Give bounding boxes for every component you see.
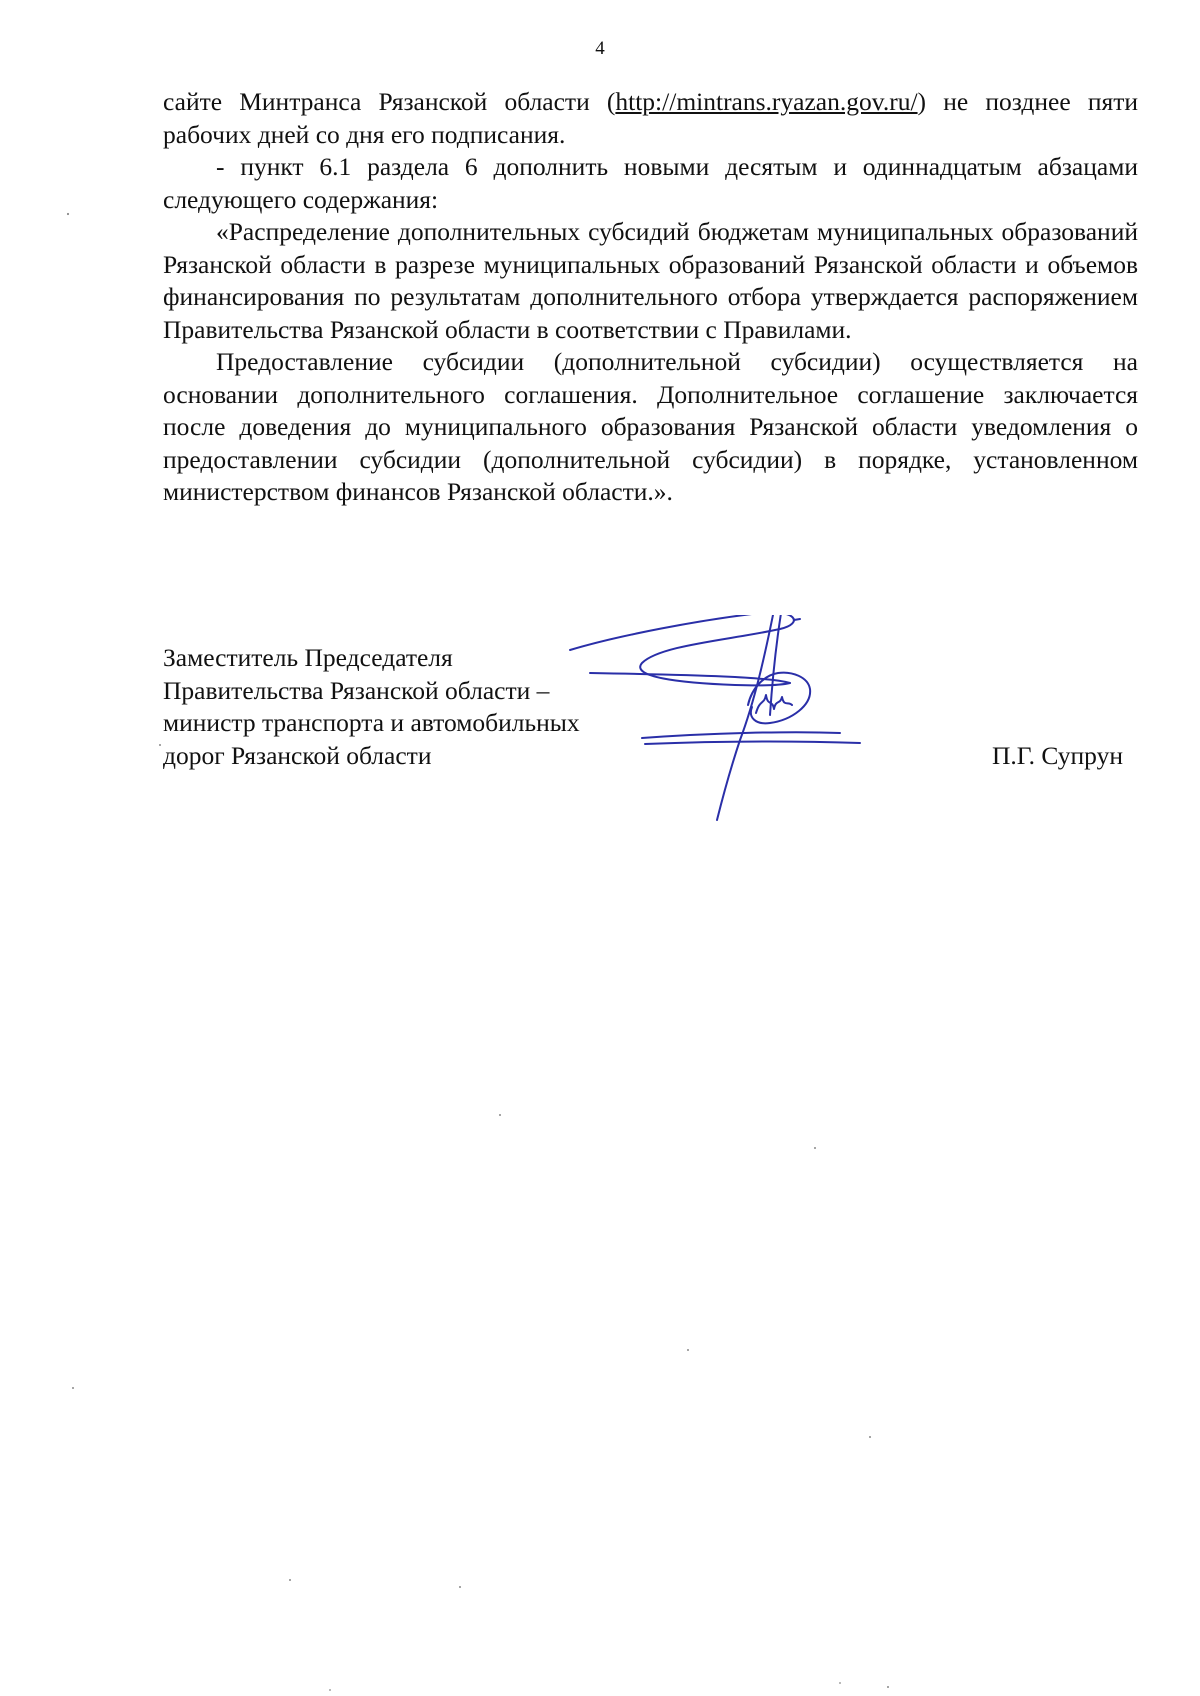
signatory-position-line: Правительства Рязанской области – [163,675,550,705]
document-body [163,86,1138,509]
paragraph-text: ) не позднее пяти рабочих дней со дня его подписания. [163,87,1138,149]
paragraph-text: сайте Минтранса Рязанской области ( [163,87,616,116]
paragraph-distribution: «Распределение дополнительных субсидий бюджетам муниципальных образований Рязанской области в разрезе муниципальных образований Рязанской области и объемов финансирования по результатам дополнительного отбора утверждается распоряжением Правительства Рязанской области в соответствии с Правилами. [163,217,1138,344]
paragraph-amendment: - пункт 6.1 раздела 6 дополнить новыми десятым и одиннадцатым абзацами следующего содержания: [163,152,1138,214]
page-number: 4 [595,38,605,59]
ministry-website-link[interactable]: http://mintrans.ryazan.gov.ru/ [615,87,918,116]
paragraph-continuation [163,86,1138,151]
signatory-name: П.Г. Супрун [992,741,1123,770]
signatory-position-line: дорог Рязанской области [163,740,432,770]
paragraph-provision: Предоставление субсидии (дополнительной субсидии) осуществляется на основании дополнительного соглашения. Дополнительное соглашение заключается после доведения до муниципального образования Рязанской области уведомления о предоставлении субсидии (дополнительной субсидии) в порядке, установленном министерством финансов Рязанской области.». [163,347,1138,506]
signatory-position-line: министр транспорта и автомобильных [163,708,580,737]
handwritten-signature [560,615,960,830]
signatory-position-line: Заместитель Председателя [163,643,453,672]
signatory-position [163,642,580,772]
